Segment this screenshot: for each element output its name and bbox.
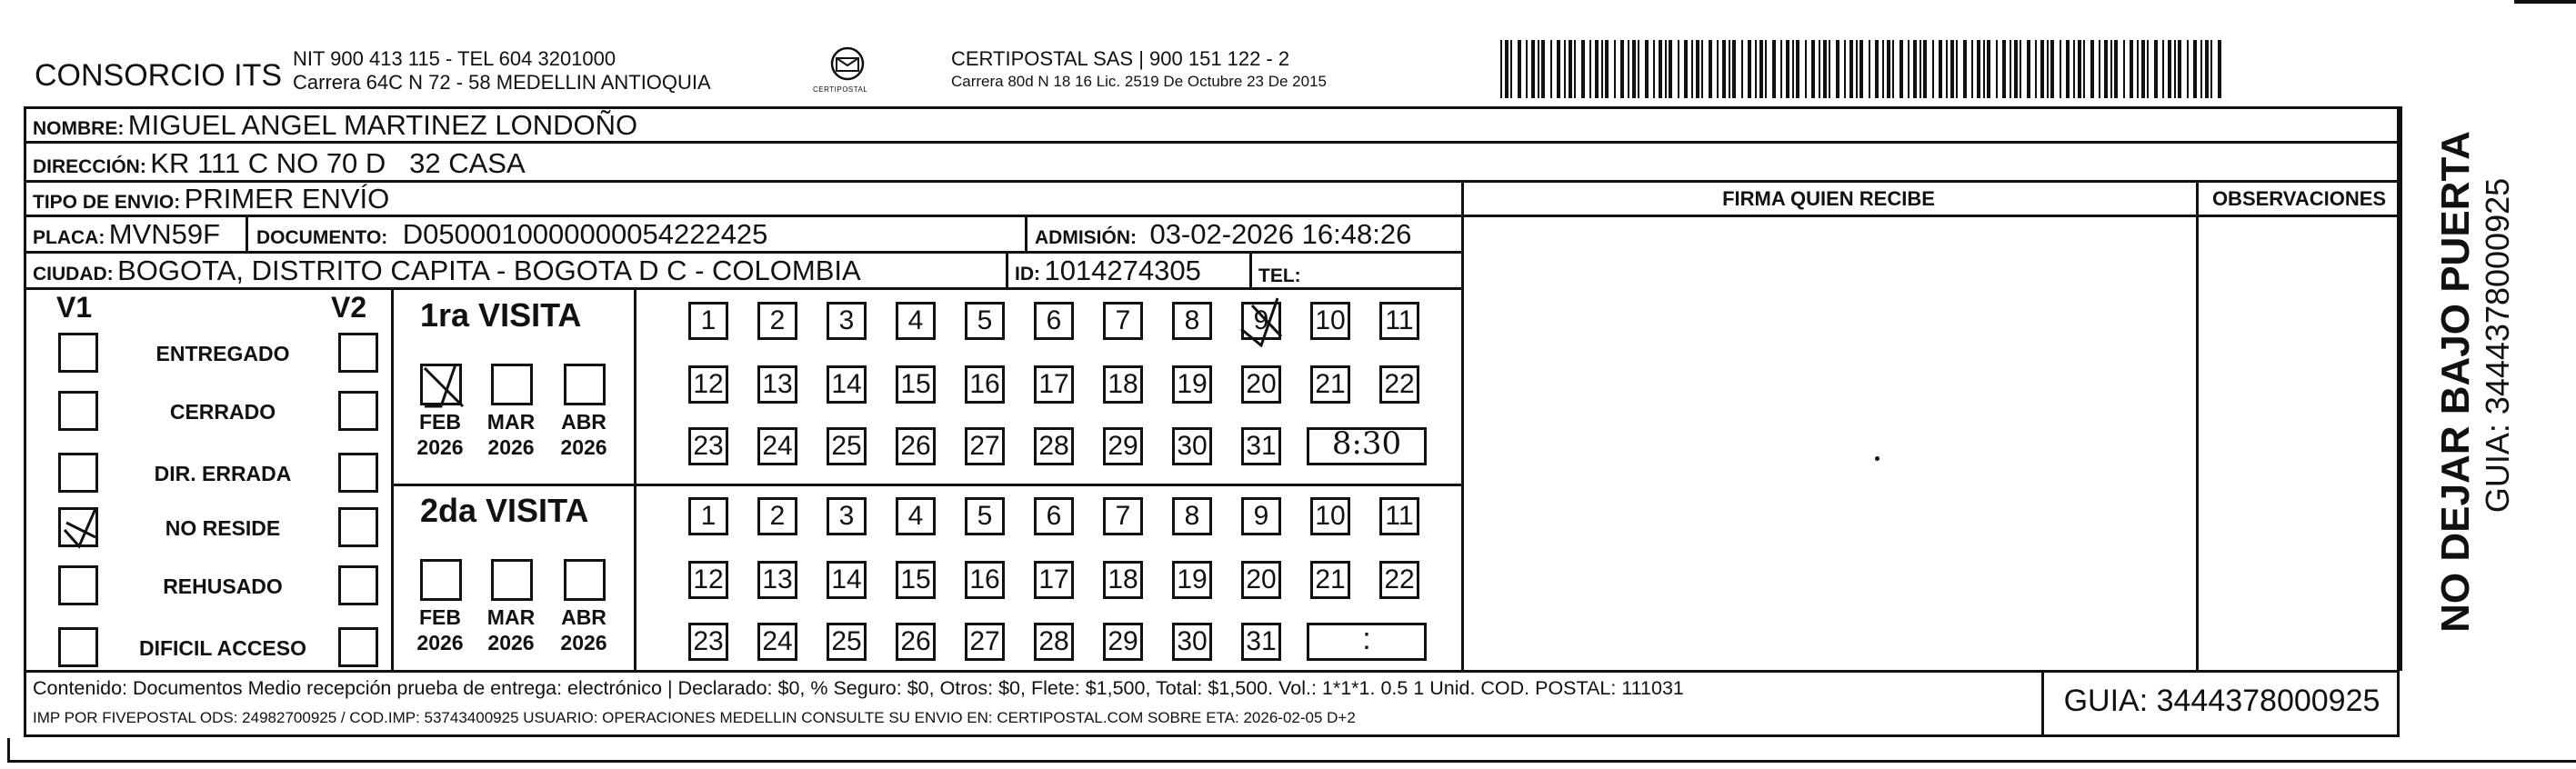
side-guia: GUIA: 3444378000925 bbox=[2479, 177, 2516, 514]
day-check-mark bbox=[1236, 293, 1290, 347]
row-divider bbox=[24, 287, 1462, 290]
day-box[interactable]: 22 bbox=[1379, 561, 1419, 599]
ciudad-value: BOGOTA, DISTRITO CAPITA - BOGOTA D C - COLOMBIA bbox=[117, 255, 861, 286]
time-box[interactable]: : bbox=[1307, 623, 1427, 661]
side-text bbox=[2410, 123, 2546, 641]
nombre-label: NOMBRE: bbox=[33, 118, 125, 139]
day-box[interactable]: 31 bbox=[1241, 623, 1281, 661]
direccion-label: DIRECCIÓN: bbox=[33, 156, 146, 177]
corner-mark bbox=[2514, 0, 2576, 4]
month-label: ABR bbox=[561, 410, 606, 434]
day-box[interactable]: 6 bbox=[1034, 302, 1074, 340]
day-box[interactable]: 1 bbox=[688, 497, 728, 535]
day-box[interactable]: 7 bbox=[1103, 302, 1143, 340]
day-box[interactable]: 27 bbox=[965, 623, 1005, 661]
v2-header: V2 bbox=[331, 291, 367, 324]
admision-value: 03-02-2026 16:48:26 bbox=[1149, 218, 1412, 250]
day-box[interactable]: 27 bbox=[965, 427, 1005, 465]
day-box[interactable]: 21 bbox=[1310, 365, 1350, 404]
placa-row bbox=[33, 218, 220, 251]
day-box[interactable]: 25 bbox=[827, 427, 867, 465]
month-checkbox[interactable] bbox=[564, 364, 606, 405]
day-box[interactable]: 12 bbox=[688, 365, 728, 404]
day-box[interactable]: 18 bbox=[1103, 561, 1143, 599]
day-box[interactable]: 12 bbox=[688, 561, 728, 599]
day-box[interactable]: 10 bbox=[1310, 497, 1350, 535]
day-box[interactable]: 24 bbox=[757, 623, 797, 661]
day-box[interactable]: 22 bbox=[1379, 365, 1419, 404]
month-label: FEB bbox=[419, 410, 461, 434]
day-box[interactable]: 9 bbox=[1241, 497, 1281, 535]
day-box[interactable]: 8 bbox=[1172, 302, 1212, 340]
month-label: MAR bbox=[486, 605, 536, 629]
id-row bbox=[1015, 255, 1201, 287]
month-label: MAR bbox=[486, 410, 536, 434]
id-label: ID: bbox=[1015, 264, 1040, 285]
row-divider bbox=[24, 251, 1462, 254]
v1-checkbox[interactable] bbox=[58, 507, 98, 547]
v2-checkbox[interactable] bbox=[338, 333, 378, 373]
month-checkbox[interactable] bbox=[420, 559, 462, 601]
day-box[interactable]: 3 bbox=[827, 497, 867, 535]
visit-title: 2da VISITA bbox=[420, 492, 589, 529]
day-box[interactable]: 19 bbox=[1172, 365, 1212, 404]
day-box[interactable]: 3 bbox=[827, 302, 867, 340]
day-box[interactable]: 5 bbox=[965, 497, 1005, 535]
v1-header: V1 bbox=[56, 291, 93, 324]
day-box[interactable]: 14 bbox=[827, 365, 867, 404]
month-label: FEB bbox=[419, 605, 461, 629]
day-box[interactable]: 30 bbox=[1172, 427, 1212, 465]
day-box[interactable]: 8 bbox=[1172, 497, 1212, 535]
day-box[interactable]: 28 bbox=[1034, 623, 1074, 661]
direccion-row bbox=[33, 147, 526, 180]
day-box[interactable]: 4 bbox=[896, 497, 936, 535]
day-box[interactable]: 15 bbox=[896, 365, 936, 404]
v1-checkbox[interactable] bbox=[58, 453, 98, 493]
status-option-label: DIR. ERRADA bbox=[154, 462, 292, 485]
day-box[interactable]: 11 bbox=[1379, 497, 1419, 535]
day-box[interactable]: 6 bbox=[1034, 497, 1074, 535]
day-box[interactable]: 16 bbox=[965, 365, 1005, 404]
footer-guia: GUIA: 3444378000925 bbox=[2063, 684, 2381, 718]
month-checkbox[interactable] bbox=[564, 559, 606, 601]
day-box[interactable]: 25 bbox=[827, 623, 867, 661]
nombre-row bbox=[33, 109, 637, 142]
status-option-label: NO RESIDE bbox=[165, 516, 281, 540]
nombre-value: MIGUEL ANGEL MARTINEZ LONDOÑO bbox=[127, 109, 638, 141]
year-label: 2026 bbox=[416, 631, 464, 654]
day-box[interactable]: 1 bbox=[688, 302, 728, 340]
month-checkbox[interactable] bbox=[420, 364, 462, 405]
day-box[interactable]: 19 bbox=[1172, 561, 1212, 599]
col-divider bbox=[1460, 215, 2400, 217]
day-box[interactable]: 18 bbox=[1103, 365, 1143, 404]
time-box[interactable]: 8:30 bbox=[1307, 427, 1427, 465]
documento-row bbox=[256, 218, 767, 251]
v1-checkbox[interactable] bbox=[58, 565, 98, 605]
day-box[interactable]: 23 bbox=[688, 427, 728, 465]
col-divider bbox=[2400, 106, 2402, 671]
year-label: 2026 bbox=[560, 631, 607, 654]
day-box[interactable]: 16 bbox=[965, 561, 1005, 599]
year-label: 2026 bbox=[487, 631, 535, 654]
col-divider bbox=[246, 215, 248, 252]
company-name: CONSORCIO ITS bbox=[35, 58, 283, 93]
col-divider bbox=[1249, 251, 1252, 288]
placa-label: PLACA: bbox=[33, 227, 105, 248]
day-box[interactable]: 17 bbox=[1034, 561, 1074, 599]
footer-content-line: Contenido: Documentos Medio recepción prueba de entrega: electrónico | Declarado: $0, % Seguro: $0, Otros: $0, Flete: $1,500, Total: $1,500. Vol.: 1*1*1. 0.5 1 Unid. COD. POSTAL: 111031 bbox=[33, 677, 1684, 699]
day-box[interactable]: 13 bbox=[757, 561, 797, 599]
day-box[interactable]: 29 bbox=[1103, 623, 1143, 661]
status-option-label: REHUSADO bbox=[163, 574, 283, 598]
v1-checkbox[interactable] bbox=[58, 627, 98, 667]
day-box[interactable]: 30 bbox=[1172, 623, 1212, 661]
documento-label: DOCUMENTO: bbox=[256, 227, 388, 248]
day-box[interactable]: 14 bbox=[827, 561, 867, 599]
month-checkbox[interactable] bbox=[491, 559, 533, 601]
day-box[interactable]: 7 bbox=[1103, 497, 1143, 535]
tel-label: TEL: bbox=[1258, 265, 1301, 286]
day-box[interactable]: 9 bbox=[1241, 302, 1281, 340]
month-checkbox[interactable] bbox=[491, 364, 533, 405]
day-box[interactable]: 20 bbox=[1241, 365, 1281, 404]
tipo-envio-row bbox=[33, 183, 389, 215]
status-option-label: DIFICIL ACCESO bbox=[138, 636, 306, 660]
observaciones-header: OBSERVACIONES bbox=[2211, 187, 2387, 210]
check-mark-icon bbox=[1236, 293, 1290, 347]
placa-value: MVN59F bbox=[108, 218, 221, 250]
visit-title: 1ra VISITA bbox=[420, 296, 582, 334]
day-box[interactable]: 26 bbox=[896, 623, 936, 661]
col-divider bbox=[2196, 180, 2199, 671]
day-box[interactable]: 15 bbox=[896, 561, 936, 599]
company-info-line2: Carrera 64C N 72 - 58 MEDELLIN ANTIOQUIA bbox=[293, 71, 711, 94]
documento-value: D0500010000000054222425 bbox=[402, 218, 768, 250]
day-box[interactable]: 28 bbox=[1034, 427, 1074, 465]
firma-header: FIRMA QUIEN RECIBE bbox=[1722, 187, 1935, 210]
admision-row bbox=[1035, 218, 1411, 251]
day-box[interactable]: 31 bbox=[1241, 427, 1281, 465]
v2-checkbox[interactable] bbox=[338, 453, 378, 493]
outer-frame-bottom bbox=[7, 760, 2576, 763]
status-option-label: ENTREGADO bbox=[155, 342, 290, 365]
v1-checkbox[interactable] bbox=[58, 333, 98, 373]
day-box[interactable]: 24 bbox=[757, 427, 797, 465]
barcode-icon bbox=[1500, 40, 2228, 98]
day-box[interactable]: 4 bbox=[896, 302, 936, 340]
check-mark-icon bbox=[423, 366, 465, 408]
v2-checkbox[interactable] bbox=[338, 391, 378, 431]
company-info-line1: NIT 900 413 115 - TEL 604 3201000 bbox=[293, 47, 616, 70]
year-label: 2026 bbox=[560, 435, 607, 459]
col-divider bbox=[391, 287, 394, 671]
col-divider bbox=[1006, 251, 1008, 288]
footer-imp-line: IMP POR FIVEPOSTAL ODS: 24982700925 / COD.IMP: 53743400925 USUARIO: OPERACIONES MEDELLIN CONSULTE SU ENVIO EN: CERTIPOSTAL.COM SOBRE ETA: 2026-02-05 D+2 bbox=[33, 709, 1356, 726]
logo-text: CERTIPOSTAL bbox=[813, 85, 868, 94]
day-box[interactable]: 5 bbox=[965, 302, 1005, 340]
direccion-value: KR 111 C NO 70 D 32 CASA bbox=[150, 147, 526, 179]
day-box[interactable]: 13 bbox=[757, 365, 797, 404]
day-box[interactable]: 29 bbox=[1103, 427, 1143, 465]
day-box[interactable]: 2 bbox=[757, 302, 797, 340]
ciudad-row bbox=[33, 255, 861, 287]
day-box[interactable]: 23 bbox=[688, 623, 728, 661]
day-box[interactable]: 11 bbox=[1379, 302, 1419, 340]
year-label: 2026 bbox=[416, 435, 464, 459]
day-box[interactable]: 17 bbox=[1034, 365, 1074, 404]
row-divider bbox=[391, 484, 1462, 486]
year-label: 2026 bbox=[487, 435, 535, 459]
tel-row bbox=[1258, 256, 1301, 289]
day-box[interactable]: 21 bbox=[1310, 561, 1350, 599]
day-box[interactable]: 26 bbox=[896, 427, 936, 465]
v2-checkbox[interactable] bbox=[338, 627, 378, 667]
col-divider bbox=[1461, 180, 1464, 671]
carrier-info-line1: CERTIPOSTAL SAS | 900 151 122 - 2 bbox=[951, 47, 1290, 70]
signature-dot bbox=[1875, 456, 1879, 461]
certipostal-logo bbox=[811, 45, 884, 102]
carrier-info-line2: Carrera 80d N 18 16 Lic. 2519 De Octubre 23 De 2015 bbox=[951, 73, 1327, 90]
check-mark-icon bbox=[61, 510, 101, 550]
day-box[interactable]: 20 bbox=[1241, 561, 1281, 599]
outer-frame-left bbox=[7, 738, 10, 762]
col-divider bbox=[634, 287, 636, 671]
day-box[interactable]: 10 bbox=[1310, 302, 1350, 340]
v2-checkbox[interactable] bbox=[338, 507, 378, 547]
tipo-envio-label: TIPO DE ENVIO: bbox=[33, 192, 181, 213]
col-divider bbox=[1025, 215, 1027, 252]
v1-checkbox[interactable] bbox=[58, 391, 98, 431]
day-box[interactable]: 2 bbox=[757, 497, 797, 535]
tipo-envio-value: PRIMER ENVÍO bbox=[184, 183, 390, 215]
ciudad-label: CIUDAD: bbox=[33, 264, 114, 285]
v2-checkbox[interactable] bbox=[338, 565, 378, 605]
id-value: 1014274305 bbox=[1044, 255, 1201, 286]
admision-label: ADMISIÓN: bbox=[1035, 227, 1137, 248]
month-label: ABR bbox=[561, 605, 606, 629]
no-dejar-bajo-puerta: NO DEJAR BAJO PUERTA bbox=[2433, 131, 2478, 633]
status-option-label: CERRADO bbox=[169, 400, 276, 424]
